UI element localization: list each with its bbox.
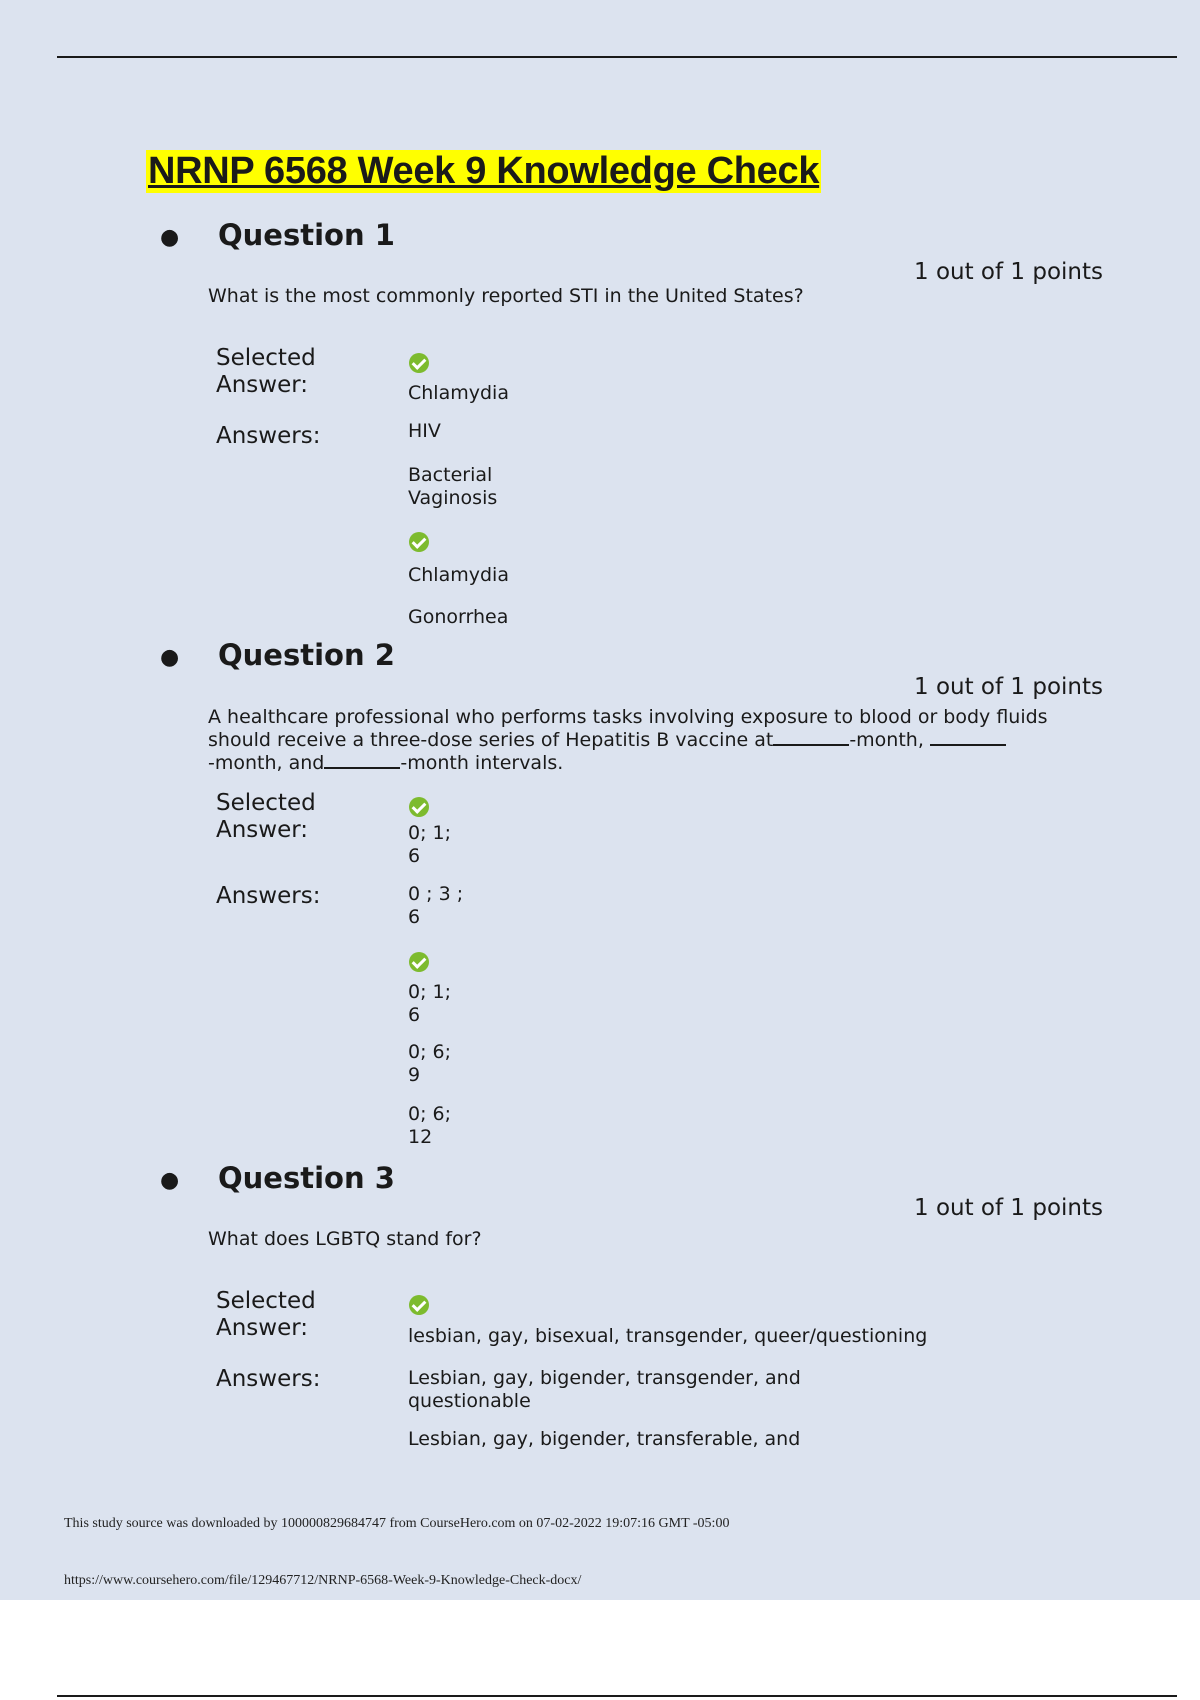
bullet-icon: ●: [160, 1167, 180, 1193]
question-2-text: A healthcare professional who performs tasks involving exposure to blood or body fluids should receive a three-dose series of Hepatitis B vaccine at -month, -month, and -month intervals.: [208, 706, 1048, 774]
question-2-answer-4: 0; 6; 12: [408, 1103, 452, 1148]
selected-answer-label: Selected Answer:: [216, 790, 316, 843]
check-icon: [409, 353, 429, 373]
answer-blank: [773, 730, 849, 746]
question-1-answer-4: Gonorrhea: [408, 606, 509, 628]
question-1-answer-1: HIV: [408, 420, 441, 442]
question-3-answer-1: Lesbian, gay, bigender, transgender, and questionable: [408, 1367, 801, 1412]
question-2-selected-answer: 0; 1; 6: [408, 822, 452, 867]
download-source-note: This study source was downloaded by 100000829684747 from CourseHero.com on 07-02-2022 19:07:16 GMT -05:00: [64, 1516, 730, 1531]
answer-blank: [324, 753, 400, 769]
answer-blank: [930, 730, 1006, 746]
selected-answer-label: Selected Answer:: [216, 345, 316, 398]
question-1-selected-answer: Chlamydia: [408, 382, 509, 404]
question-2-answer-2: 0; 1; 6: [408, 981, 452, 1026]
question-2-heading: ● Question 2: [160, 638, 395, 672]
source-url[interactable]: https://www.coursehero.com/file/129467712/NRNP-6568-Week-9-Knowledge-Check-docx/: [64, 1573, 582, 1588]
bullet-icon: ●: [160, 224, 180, 250]
answers-label: Answers:: [216, 1366, 321, 1392]
check-icon: [409, 532, 429, 552]
answers-label: Answers:: [216, 423, 321, 449]
question-1-answer-2: Bacterial Vaginosis: [408, 464, 498, 509]
question-3-answer-2: Lesbian, gay, bigender, transferable, and: [408, 1428, 801, 1450]
answers-label: Answers:: [216, 883, 321, 909]
check-icon: [409, 952, 429, 972]
question-3-heading: ● Question 3: [160, 1161, 395, 1195]
question-1-heading: ● Question 1: [160, 218, 395, 252]
top-rule: [57, 56, 1177, 58]
selected-answer-label: Selected Answer:: [216, 1288, 316, 1341]
question-3-points: 1 out of 1 points: [914, 1195, 1103, 1221]
document-title: NRNP 6568 Week 9 Knowledge Check: [148, 150, 820, 192]
question-3-selected-answer: lesbian, gay, bisexual, transgender, queer/questioning: [408, 1325, 928, 1347]
question-2-answer-3: 0; 6; 9: [408, 1041, 452, 1086]
question-2-points: 1 out of 1 points: [914, 674, 1103, 700]
question-1-text: What is the most commonly reported STI in the United States?: [208, 285, 804, 307]
bullet-icon: ●: [160, 644, 180, 670]
question-1-answer-3: Chlamydia: [408, 564, 509, 586]
question-2-answer-1: 0 ; 3 ; 6: [408, 883, 464, 928]
question-1-points: 1 out of 1 points: [914, 259, 1103, 285]
check-icon: [409, 797, 429, 817]
bottom-rule: [57, 1695, 1177, 1697]
check-icon: [409, 1295, 429, 1315]
question-3-text: What does LGBTQ stand for?: [208, 1228, 482, 1250]
